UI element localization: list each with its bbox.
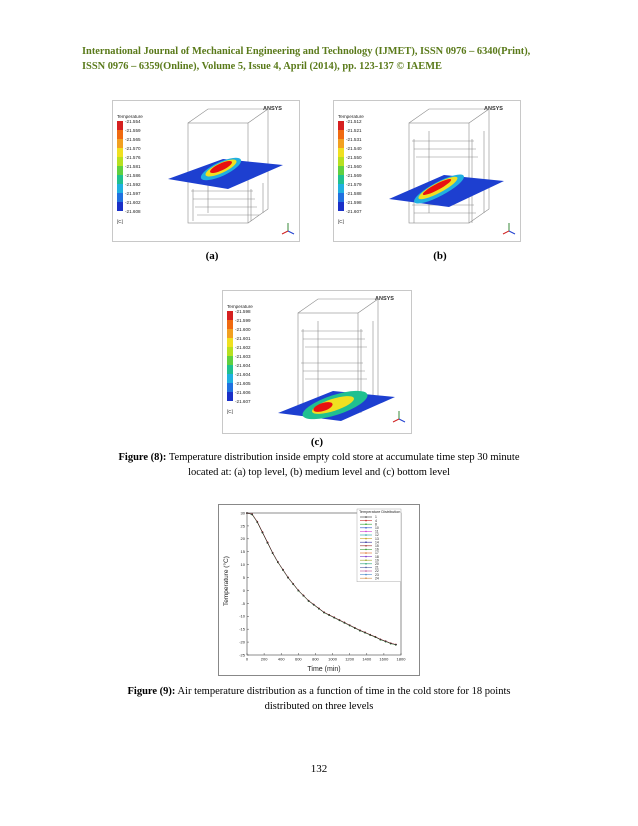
legend-value: -21.559 xyxy=(125,128,141,133)
x-axis-label: Time (min) xyxy=(307,666,341,673)
colorbar xyxy=(227,311,233,401)
legend-value: -21.602 xyxy=(235,345,251,350)
legend-unit: [C] xyxy=(117,219,123,224)
legend-value: -21.570 xyxy=(125,146,141,151)
y-tick-label: 10 xyxy=(240,562,245,568)
legend-marker xyxy=(365,574,367,576)
y-tick-label: -25 xyxy=(239,652,245,658)
legend-entry: 4 xyxy=(375,518,377,523)
figure9-caption-line-1 xyxy=(60,684,578,699)
axis-triad-icon xyxy=(282,223,294,234)
legend-entry: 8 xyxy=(375,522,377,527)
y-axis-label: Temperature (°C) xyxy=(223,556,230,606)
legend-value: -21.607 xyxy=(346,209,362,214)
figure8-caption-label: Figure (8): xyxy=(118,452,167,463)
journal-header xyxy=(82,44,562,74)
legend-value: -21.592 xyxy=(125,182,141,187)
data-point xyxy=(318,608,320,610)
data-point xyxy=(267,542,269,544)
legend-marker xyxy=(365,534,367,536)
data-point xyxy=(251,513,253,515)
x-tick-label: 400 xyxy=(277,656,285,662)
legend-marker xyxy=(365,570,367,572)
colorbar xyxy=(117,121,123,211)
figure8-caption-line-1 xyxy=(60,450,578,465)
legend-value: -21.531 xyxy=(346,137,362,142)
data-point xyxy=(313,604,315,606)
cfd-render-a xyxy=(113,101,299,241)
data-point xyxy=(323,612,325,614)
legend-entry: 18 xyxy=(375,554,379,559)
legend-entry: 1 xyxy=(375,515,377,520)
legend-entry: 24 xyxy=(375,576,379,581)
data-point xyxy=(359,630,361,632)
legend-entry: 23 xyxy=(375,572,379,577)
legend-value: -21.588 xyxy=(346,191,362,196)
legend-entry: 19 xyxy=(375,558,379,563)
x-tick-label: 0 xyxy=(245,656,249,662)
figure9-chart-panel xyxy=(218,504,420,676)
legend-value: -21.601 xyxy=(235,336,251,341)
legend-marker xyxy=(365,520,367,522)
legend-value: -21.569 xyxy=(346,173,362,178)
panel-label-a: (a) xyxy=(205,250,219,262)
legend-marker xyxy=(365,577,367,579)
axis-triad-icon xyxy=(393,411,405,422)
legend-value: -21.512 xyxy=(346,119,362,124)
data-point xyxy=(339,619,341,621)
figure8-caption-line-2: located at: (a) top level, (b) medium level and (c) bottom level xyxy=(188,467,450,478)
legend-value: -21.579 xyxy=(346,182,362,187)
legend-value: -21.598 xyxy=(346,200,362,205)
data-point xyxy=(390,643,392,645)
data-point xyxy=(308,600,310,602)
legend-value: -21.606 xyxy=(235,390,251,395)
legend-marker xyxy=(365,549,367,551)
temperature-plane xyxy=(168,153,283,189)
ansys-logo: ANSYS xyxy=(375,296,394,302)
x-tick-label: 800 xyxy=(312,656,319,662)
legend-marker xyxy=(365,541,367,543)
legend-title: Temperature xyxy=(338,114,364,119)
legend-marker xyxy=(365,545,367,547)
legend-value: -21.599 xyxy=(235,318,251,323)
legend-value: -21.604 xyxy=(235,372,251,377)
temperature-plane xyxy=(278,385,395,425)
legend-value: -21.604 xyxy=(235,363,251,368)
legend-value: -21.608 xyxy=(125,209,141,214)
figure8-panel-c xyxy=(222,290,412,434)
data-point xyxy=(344,622,346,624)
legend-value: -21.565 xyxy=(125,137,141,142)
y-tick-label: -10 xyxy=(239,613,245,619)
header-line-2: ISSN 0976 – 6359(Online), Volume 5, Issue 4, April (2014), pp. 123-137 © IAEME xyxy=(82,61,442,72)
legend-marker xyxy=(365,531,367,533)
legend-marker xyxy=(365,559,367,561)
legend-marker xyxy=(365,563,367,565)
legend-unit: [C] xyxy=(338,219,344,224)
figure9-caption-line-2: distributed on three levels xyxy=(264,701,374,712)
temperature-line-chart xyxy=(219,505,419,675)
figure9-caption xyxy=(60,684,578,714)
legend-value: -21.576 xyxy=(125,155,141,160)
legend-entry: 14 xyxy=(375,540,379,545)
y-tick-label: 0 xyxy=(242,587,245,593)
cfd-render-b xyxy=(334,101,520,241)
legend-value: -21.607 xyxy=(235,399,251,404)
ansys-logo: ANSYS xyxy=(484,106,503,112)
data-point xyxy=(380,639,382,641)
legend-title: Temperature xyxy=(227,304,253,309)
legend-entry: 16 xyxy=(375,547,379,552)
legend-entry: 13 xyxy=(375,536,379,541)
axis-triad-icon xyxy=(503,223,515,234)
legend-entry: 12 xyxy=(375,533,379,538)
legend-entry: 15 xyxy=(375,544,379,548)
legend-value: -21.586 xyxy=(125,173,141,178)
legend-entry: 17 xyxy=(375,551,379,556)
data-point xyxy=(364,632,366,634)
legend-entry: 20 xyxy=(375,562,379,566)
y-tick-label: 20 xyxy=(240,536,245,542)
figure8-panel-a xyxy=(112,100,300,242)
x-tick-label: 200 xyxy=(260,656,268,662)
y-tick-label: 15 xyxy=(240,549,245,555)
figure8-panel-b xyxy=(333,100,521,242)
legend-entry: 11 xyxy=(375,529,379,534)
temperature-plane xyxy=(389,170,504,209)
y-tick-label: 30 xyxy=(240,510,245,516)
data-point xyxy=(272,552,274,554)
legend-marker xyxy=(365,523,367,525)
data-point xyxy=(303,595,305,597)
data-point xyxy=(256,521,258,523)
figure9-caption-label: Figure (9): xyxy=(127,686,176,697)
colorbar xyxy=(338,121,344,211)
data-point xyxy=(277,561,279,563)
data-point xyxy=(349,625,351,627)
y-tick-label: 5 xyxy=(242,574,245,580)
legend-entry: 22 xyxy=(375,569,379,574)
legend-title: Temperature xyxy=(117,114,143,119)
data-point xyxy=(282,569,284,571)
legend-marker xyxy=(365,567,367,569)
legend-value: -21.597 xyxy=(125,191,141,196)
x-tick-label: 1400 xyxy=(362,656,372,662)
data-point xyxy=(328,614,330,616)
legend-marker xyxy=(365,538,367,540)
data-point xyxy=(333,617,335,619)
data-point xyxy=(354,627,356,629)
data-point xyxy=(369,634,371,636)
figure8-caption xyxy=(60,450,578,480)
data-point xyxy=(298,590,300,592)
legend-unit: [C] xyxy=(227,409,233,414)
legend-value: -21.554 xyxy=(125,119,141,124)
data-point xyxy=(262,532,264,534)
ansys-logo: ANSYS xyxy=(263,106,282,112)
legend-value: -21.560 xyxy=(346,164,362,169)
legend-value: -21.550 xyxy=(346,155,362,160)
cfd-render-c xyxy=(223,291,411,433)
legend-entry: 21 xyxy=(375,565,379,570)
x-tick-label: 600 xyxy=(294,656,302,662)
legend-value: -21.602 xyxy=(125,200,141,205)
x-tick-label: 1000 xyxy=(328,656,338,662)
legend-value: -21.605 xyxy=(235,381,251,386)
y-tick-label: -20 xyxy=(239,639,245,645)
data-point xyxy=(246,512,248,514)
legend-value: -21.581 xyxy=(125,164,141,169)
legend-value: -21.540 xyxy=(346,146,362,151)
legend-marker xyxy=(365,556,367,558)
data-point xyxy=(385,641,387,643)
figure8-caption-text: Temperature distribution inside empty cold store at accumulate time step 30 minute xyxy=(166,452,520,463)
figure9-caption-text: Air temperature distribution as a function of time in the cold store for 18 points xyxy=(175,686,511,697)
x-tick-label: 1600 xyxy=(379,656,389,662)
data-point xyxy=(375,636,377,638)
panel-label-b: (b) xyxy=(433,250,447,262)
data-point xyxy=(395,644,397,646)
x-tick-label: 1200 xyxy=(345,656,355,662)
legend-marker xyxy=(365,527,367,529)
legend-value: -21.598 xyxy=(235,309,251,314)
page-number: 132 xyxy=(310,763,328,775)
header-line-1: International Journal of Mechanical Engineering and Technology (IJMET), ISSN 0976 – 6340(Print), xyxy=(82,46,531,57)
x-tick-label: 1800 xyxy=(396,656,406,662)
legend-title: Temperature Distribution xyxy=(359,510,401,514)
panel-label-c: (c) xyxy=(310,436,324,448)
legend-value: -21.600 xyxy=(235,327,251,332)
legend-value: -21.603 xyxy=(235,354,251,359)
data-point xyxy=(292,583,294,585)
y-tick-label: -5 xyxy=(241,600,245,606)
y-tick-label: -15 xyxy=(239,626,245,632)
legend-marker xyxy=(365,516,367,518)
legend-value: -21.521 xyxy=(346,128,362,133)
y-tick-label: 25 xyxy=(240,523,245,529)
legend-entry: 10 xyxy=(375,526,379,530)
legend-marker xyxy=(365,552,367,554)
data-point xyxy=(287,577,289,579)
